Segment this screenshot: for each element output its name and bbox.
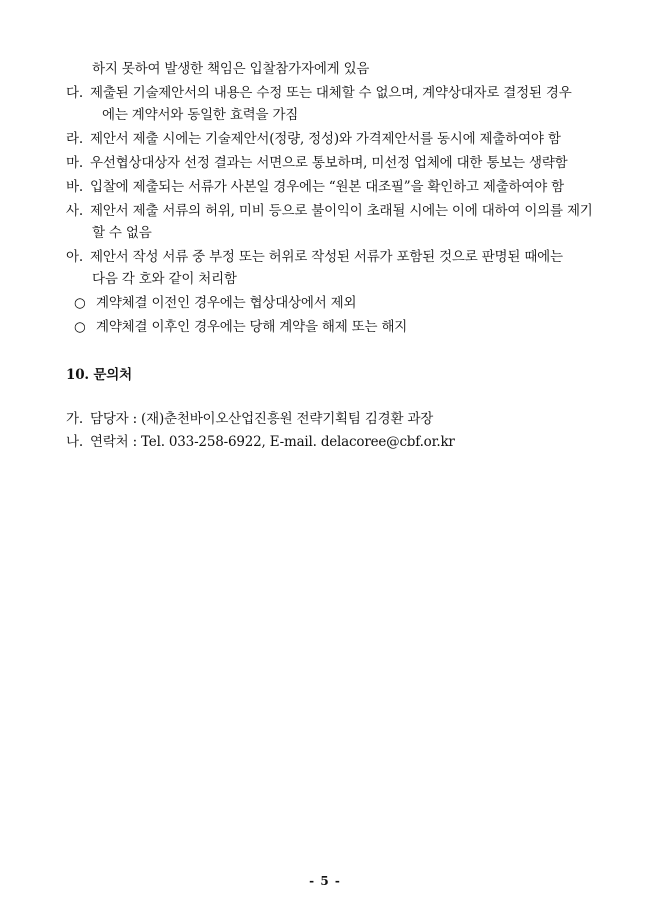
- item-text: 제안서 제출 시에는 기술제안서(정량, 정성)와 가격제안서를 동시에 제출하여야 함: [90, 131, 561, 147]
- continued-text: 하지 못하여 발생한 책임은 입찰참가자에게 있음: [92, 61, 370, 77]
- contact-person: [66, 410, 433, 428]
- sub-item-text: 계약체결 이후인 경우에는 당해 계약을 해제 또는 해지: [96, 319, 408, 335]
- item-text: 입찰에 제출되는 서류가 사본일 경우에는 “원본 대조필”을 확인하고 제출하여야 함: [90, 179, 564, 195]
- item-marker: 다.: [66, 85, 83, 101]
- sub-item-text: 계약체결 이전인 경우에는 협상대상에서 제외: [96, 295, 357, 311]
- item-ma: [66, 154, 568, 172]
- item-text: 제안서 제출 서류의 허위, 미비 등으로 불이익이 초래될 시에는 이에 대하여 이의를 제기: [90, 203, 593, 219]
- item-marker: 마.: [66, 155, 83, 171]
- sub-item-circle-1: [74, 294, 356, 312]
- item-a: [66, 248, 563, 266]
- sub-item-circle-2: [74, 318, 407, 336]
- item-text: 담당자 : (재)춘천바이오산업진흥원 전략기획팀 김경환 과장: [90, 411, 434, 427]
- section-heading: 10. 문의처: [66, 367, 132, 383]
- item-marker: 아.: [66, 249, 83, 265]
- item-da: [66, 84, 572, 102]
- item-marker: 바.: [66, 179, 83, 195]
- item-marker: 가.: [66, 411, 83, 427]
- circle-bullet-icon: ○: [74, 295, 86, 311]
- page-number: - 5 -: [309, 874, 341, 888]
- item-marker: 라.: [66, 131, 83, 147]
- item-ra: [66, 130, 561, 148]
- item-sa: [66, 202, 593, 220]
- item-a-continued: 다음 각 호와 같이 처리함: [92, 271, 237, 287]
- item-text: 제안서 작성 서류 중 부정 또는 허위로 작성된 서류가 포함된 것으로 판명된 때에는: [90, 249, 563, 265]
- item-marker: 사.: [66, 203, 83, 219]
- item-text: 우선협상대상자 선정 결과는 서면으로 통보하며, 미선정 업체에 대한 통보는 생략함: [90, 155, 568, 171]
- circle-bullet-icon: ○: [74, 319, 86, 335]
- item-text: 연락처 : Tel. 033-258-6922, E-mail. delacoree@cbf.or.kr: [90, 434, 455, 450]
- item-ba: [66, 178, 564, 196]
- item-marker: 나.: [66, 434, 83, 450]
- item-sa-continued: 할 수 없음: [92, 225, 152, 241]
- item-da-continued: 에는 계약서와 동일한 효력을 가짐: [102, 107, 299, 123]
- item-text: 제출된 기술제안서의 내용은 수정 또는 대체할 수 없으며, 계약상대자로 결정된 경우: [90, 85, 572, 101]
- contact-info: [66, 433, 455, 451]
